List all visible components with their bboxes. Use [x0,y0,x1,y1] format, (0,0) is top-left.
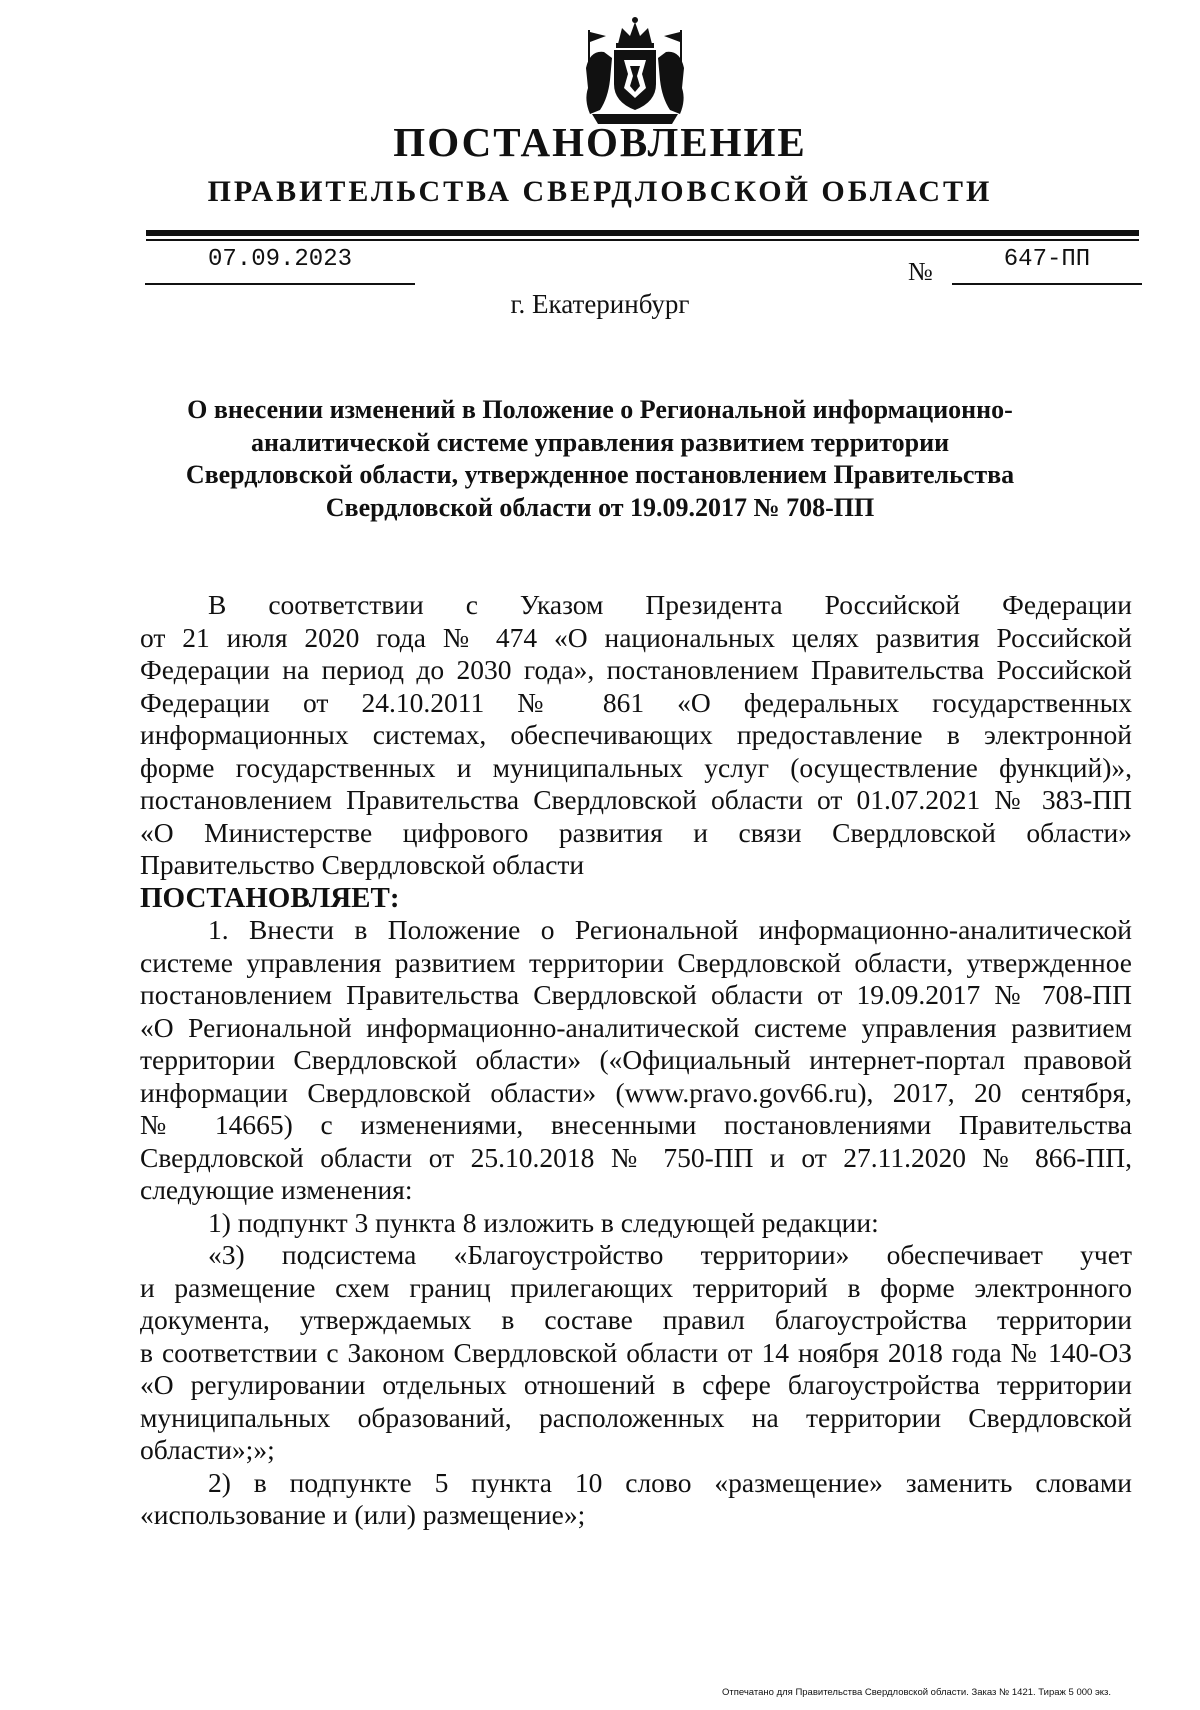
body-line: Правительство Свердловской области [140,849,585,880]
header-rule-thick [146,230,1139,236]
body-line: 1) подпункт 3 пункта 8 изложить в следующей редакции: [208,1206,879,1238]
body-line: Федерации от 24.10.2011 № 861 «О федеральных государственных [140,686,1132,718]
body-line: территории Свердловской области» («Официальный интернет-портал правовой [140,1044,1132,1075]
issue-city: г. Екатеринбург [510,289,690,319]
coat-of-arms-icon [580,14,690,126]
document-heading [150,394,1050,524]
body-line: и размещение схем границ прилегающих территорий в форме электронного [140,1271,1132,1303]
heading-line: Свердловской области, утвержденное постановлением Правительства [185,460,1015,489]
body-line: В соответствии с Указом Президента Российской Федерации [208,589,1132,620]
document-number: 647-ПП [1003,246,1091,273]
body-line: системе управления развитием территории Свердловской области, утвержденное [140,946,1132,978]
body-line: «3) подсистема «Благоустройство территории» обеспечивает учет [208,1239,1132,1270]
body-line: постановлением Правительства Свердловской области от 01.07.2021 № 383-ПП [140,784,1132,815]
heading-line: аналитической системе управления развитием территории [250,427,950,457]
document-date: 07.09.2023 [207,246,353,273]
body-line: от 21 июля 2020 года № 474 «О национальных целях развития Российской [140,621,1132,653]
body-line: информационных системах, обеспечивающих предоставление в электронной [140,719,1132,750]
decree-keyword: ПОСТАНОВЛЯЕТ: [140,881,400,914]
document-title: ПОСТАНОВЛЕНИЕ [393,119,807,165]
header-rule-thin [146,239,1139,241]
number-underline [952,283,1142,285]
body-line: Федерации на период до 2030 года», постановлением Правительства Российской [140,654,1132,685]
body-line: форме государственных и муниципальных услуг (осуществление функций)», [140,751,1132,783]
body-line: следующие изменения: [140,1174,413,1205]
print-footer: Отпечатано для Правительства Свердловской области. Заказ № 1421. Тираж 5 000 экз. [722,1687,1112,1698]
body-line: «О Региональной информационно-аналитической системе управления развитием [140,1011,1132,1043]
body-line: муниципальных образований, расположенных на территории Свердловской [140,1401,1132,1433]
body-line: области»;»; [140,1434,275,1465]
heading-line: Свердловской области от 19.09.2017 № 708-ПП [325,492,875,522]
body-line: 1. Внести в Положение о Региональной информационно-аналитической [208,914,1132,945]
body-line: информации Свердловской области» (www.pravo.gov66.ru), 2017, 20 сентября, [140,1076,1132,1108]
body-line: «использование и (или) размещение»; [140,1499,586,1530]
body-line: «О регулировании отдельных отношений в сфере благоустройства территории [140,1369,1132,1400]
body-line: № 14665) с изменениями, внесенными постановлениями Правительства [140,1109,1132,1140]
body-line: 2) в подпункте 5 пункта 10 слово «размещение» заменить словами [208,1466,1132,1498]
date-underline [145,283,415,285]
body-line: Свердловской области от 25.10.2018 № 750-ПП и от 27.11.2020 № 866-ПП, [140,1141,1132,1173]
body-line: постановлением Правительства Свердловской области от 19.09.2017 № 708-ПП [140,979,1132,1010]
body-line: документа, утверждаемых в составе правил благоустройства территории [140,1304,1132,1335]
body-line: в соответствии с Законом Свердловской области от 14 ноября 2018 года № 140-ОЗ [140,1336,1132,1368]
body-line: «О Министерстве цифрового развития и связи Свердловской области» [140,816,1132,848]
number-sign: № [908,257,933,286]
heading-line: О внесении изменений в Положение о Региональной информационно- [187,395,1013,424]
document-issuer: ПРАВИТЕЛЬСТВА СВЕРДЛОВСКОЙ ОБЛАСТИ [207,175,993,208]
document-body [140,589,1132,1532]
